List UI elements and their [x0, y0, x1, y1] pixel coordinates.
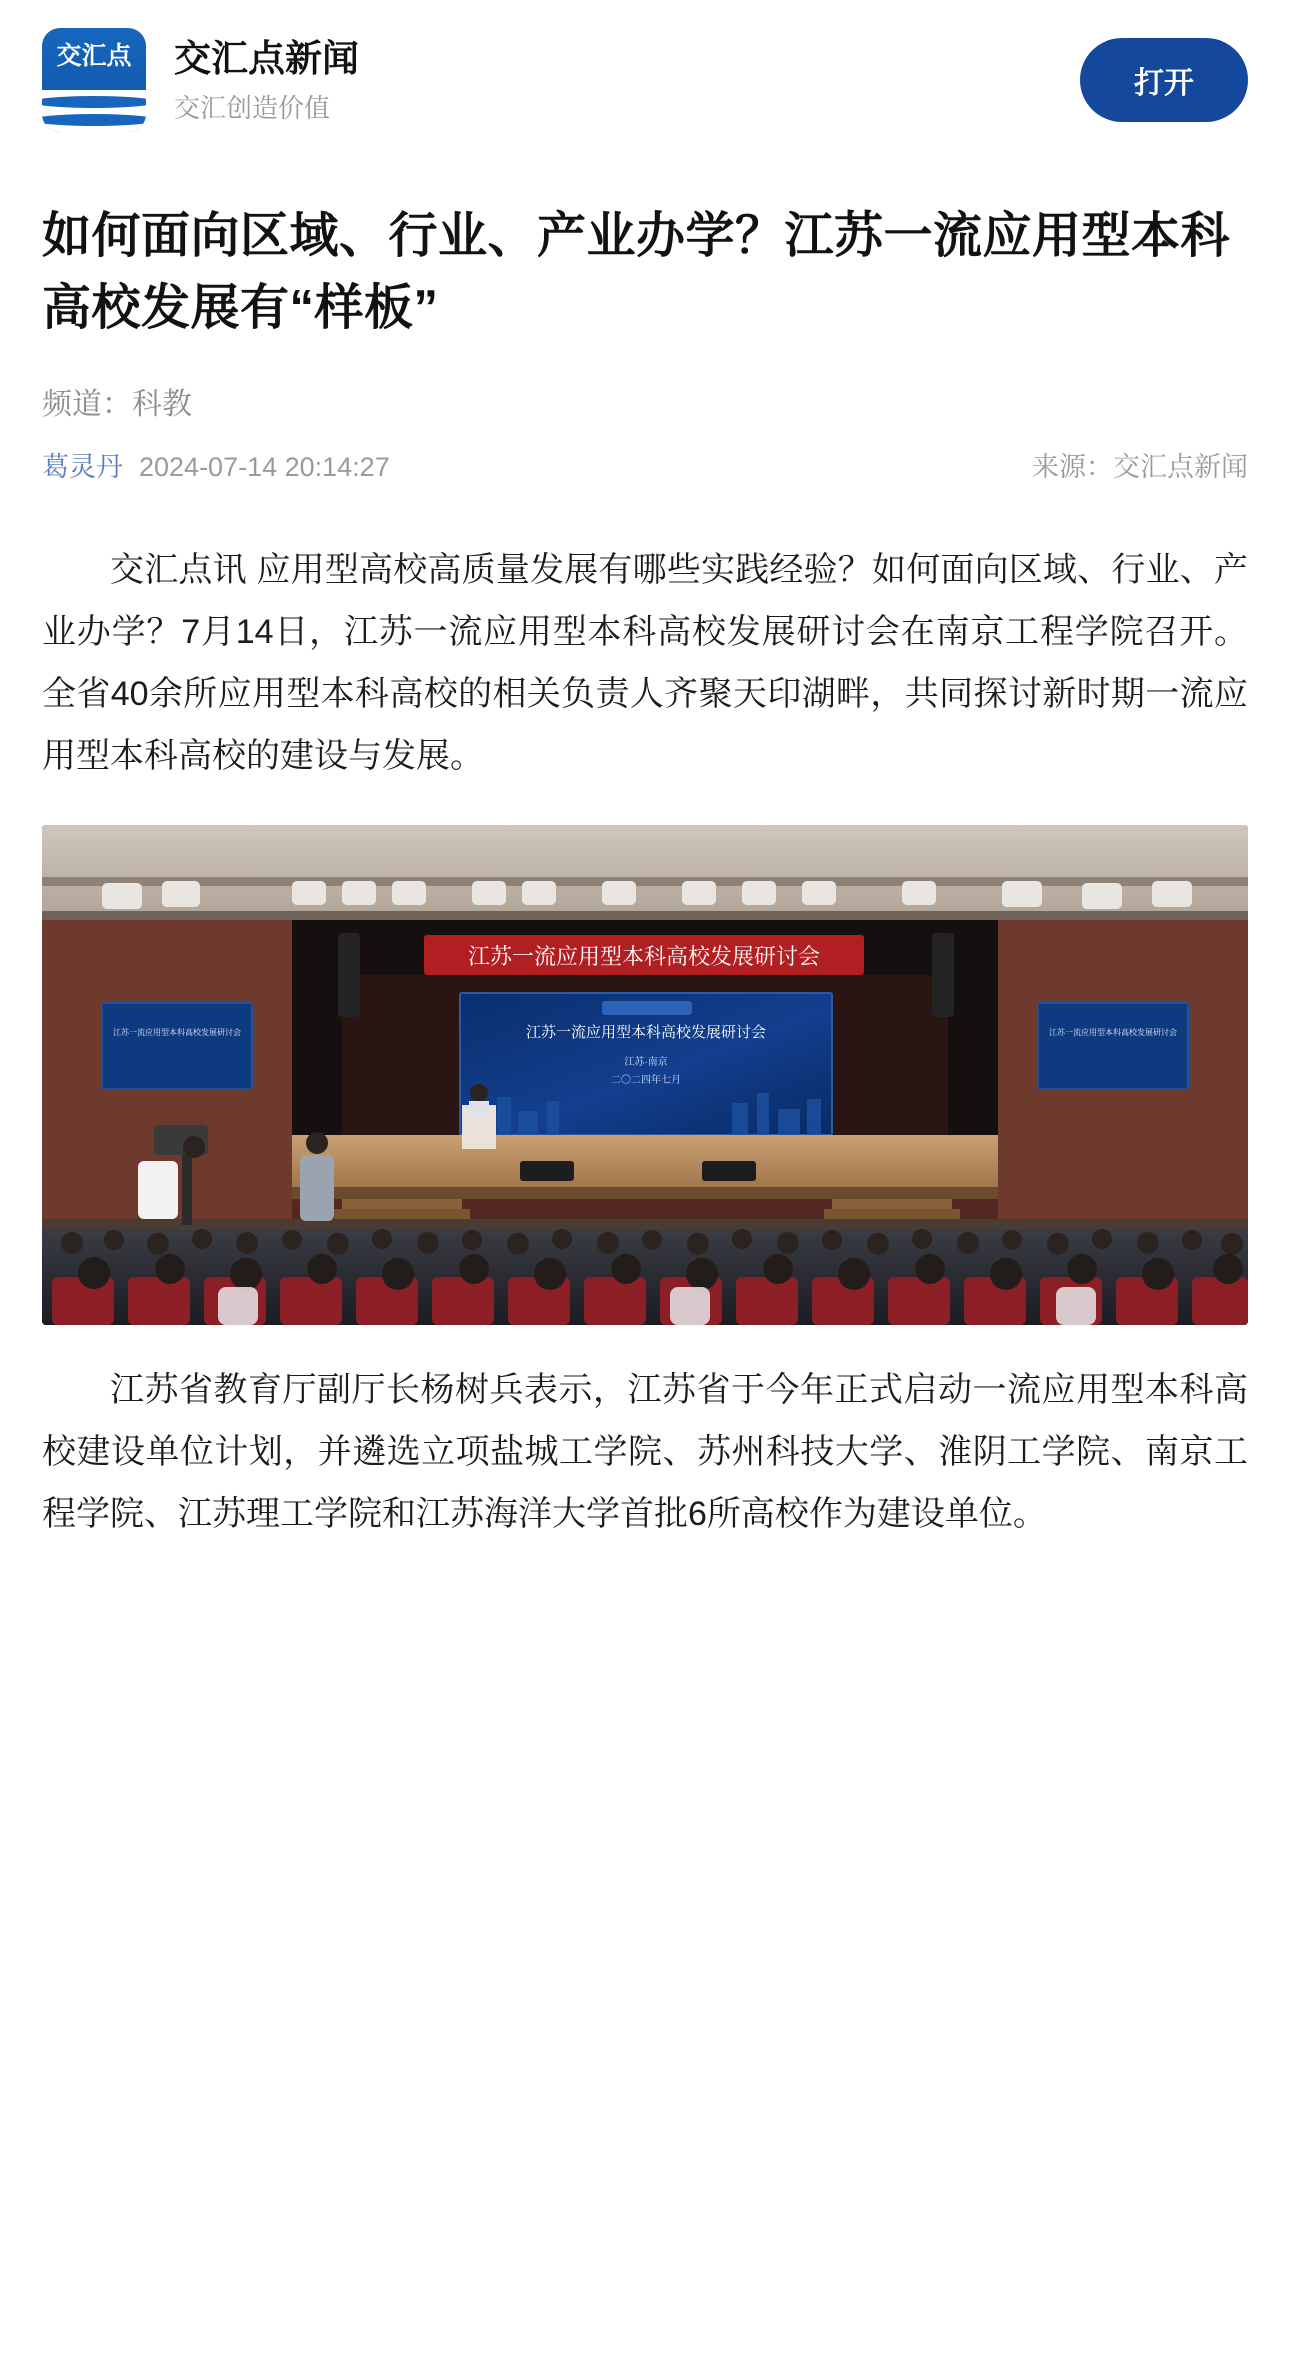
- app-slogan: 交汇创造价值: [174, 93, 331, 123]
- open-app-button[interactable]: 打开: [1080, 38, 1248, 122]
- screen-subtitle-2: 二〇二四年七月: [611, 1075, 681, 1086]
- channel-label: 频道：: [42, 388, 132, 421]
- side-screen-text-right: 江苏一流应用型本科高校发展研讨会: [1049, 1028, 1177, 1037]
- app-name: 交汇点新闻: [174, 38, 359, 79]
- publish-timestamp: 2024-07-14 20:14:27: [139, 452, 390, 482]
- app-logo[interactable]: [42, 28, 146, 132]
- conference-hall-image: [42, 825, 1248, 1325]
- banner-text: 江苏一流应用型本科高校发展研讨会: [467, 944, 821, 969]
- screen-subtitle-1: 江苏·南京: [624, 1057, 668, 1068]
- page-title: 如何面向区域、行业、产业办学？江苏一流应用型本科高校发展有“样板”: [42, 209, 1231, 335]
- byline-left: [42, 448, 390, 486]
- article-body: [0, 158, 1290, 1545]
- app-header: [0, 0, 1290, 158]
- header-divider: [42, 504, 1248, 505]
- article-paragraph-1: 交汇点讯 应用型高校高质量发展有哪些实践经验？如何面向区域、行业、产业办学？7月14日，江苏一流应用型本科高校发展研讨会在南京工程学院召开。全省40余所应用型本科高校的相关负责人齐聚天印湖畔，共同探讨新时期一流应用型本科高校的建设与发展。: [42, 551, 1248, 775]
- side-screen-text-left: 江苏一流应用型本科高校发展研讨会: [113, 1028, 241, 1037]
- wave-icon: [42, 90, 146, 132]
- channel-row: [42, 384, 1248, 426]
- source-group: [1032, 448, 1248, 486]
- byline: [42, 448, 1248, 486]
- source-value: 交汇点新闻: [1113, 452, 1248, 482]
- author-name[interactable]: 葛灵丹: [42, 452, 123, 482]
- source-label: 来源：: [1032, 452, 1113, 482]
- screen-title: 江苏一流应用型本科高校发展研讨会: [525, 1024, 767, 1041]
- app-logo-text: 交汇点: [56, 42, 132, 70]
- article-paragraph-2: 江苏省教育厅副厅长杨树兵表示，江苏省于今年正式启动一流应用型本科高校建设单位计划，并遴选立项盐城工学院、苏州科技大学、淮阴工学院、南京工程学院、江苏理工学院和江苏海洋大学首批6所高校作为建设单位。: [42, 1371, 1248, 1533]
- article-photo: [42, 825, 1248, 1325]
- app-title-group: [174, 35, 1080, 125]
- channel-value[interactable]: 科教: [132, 388, 192, 421]
